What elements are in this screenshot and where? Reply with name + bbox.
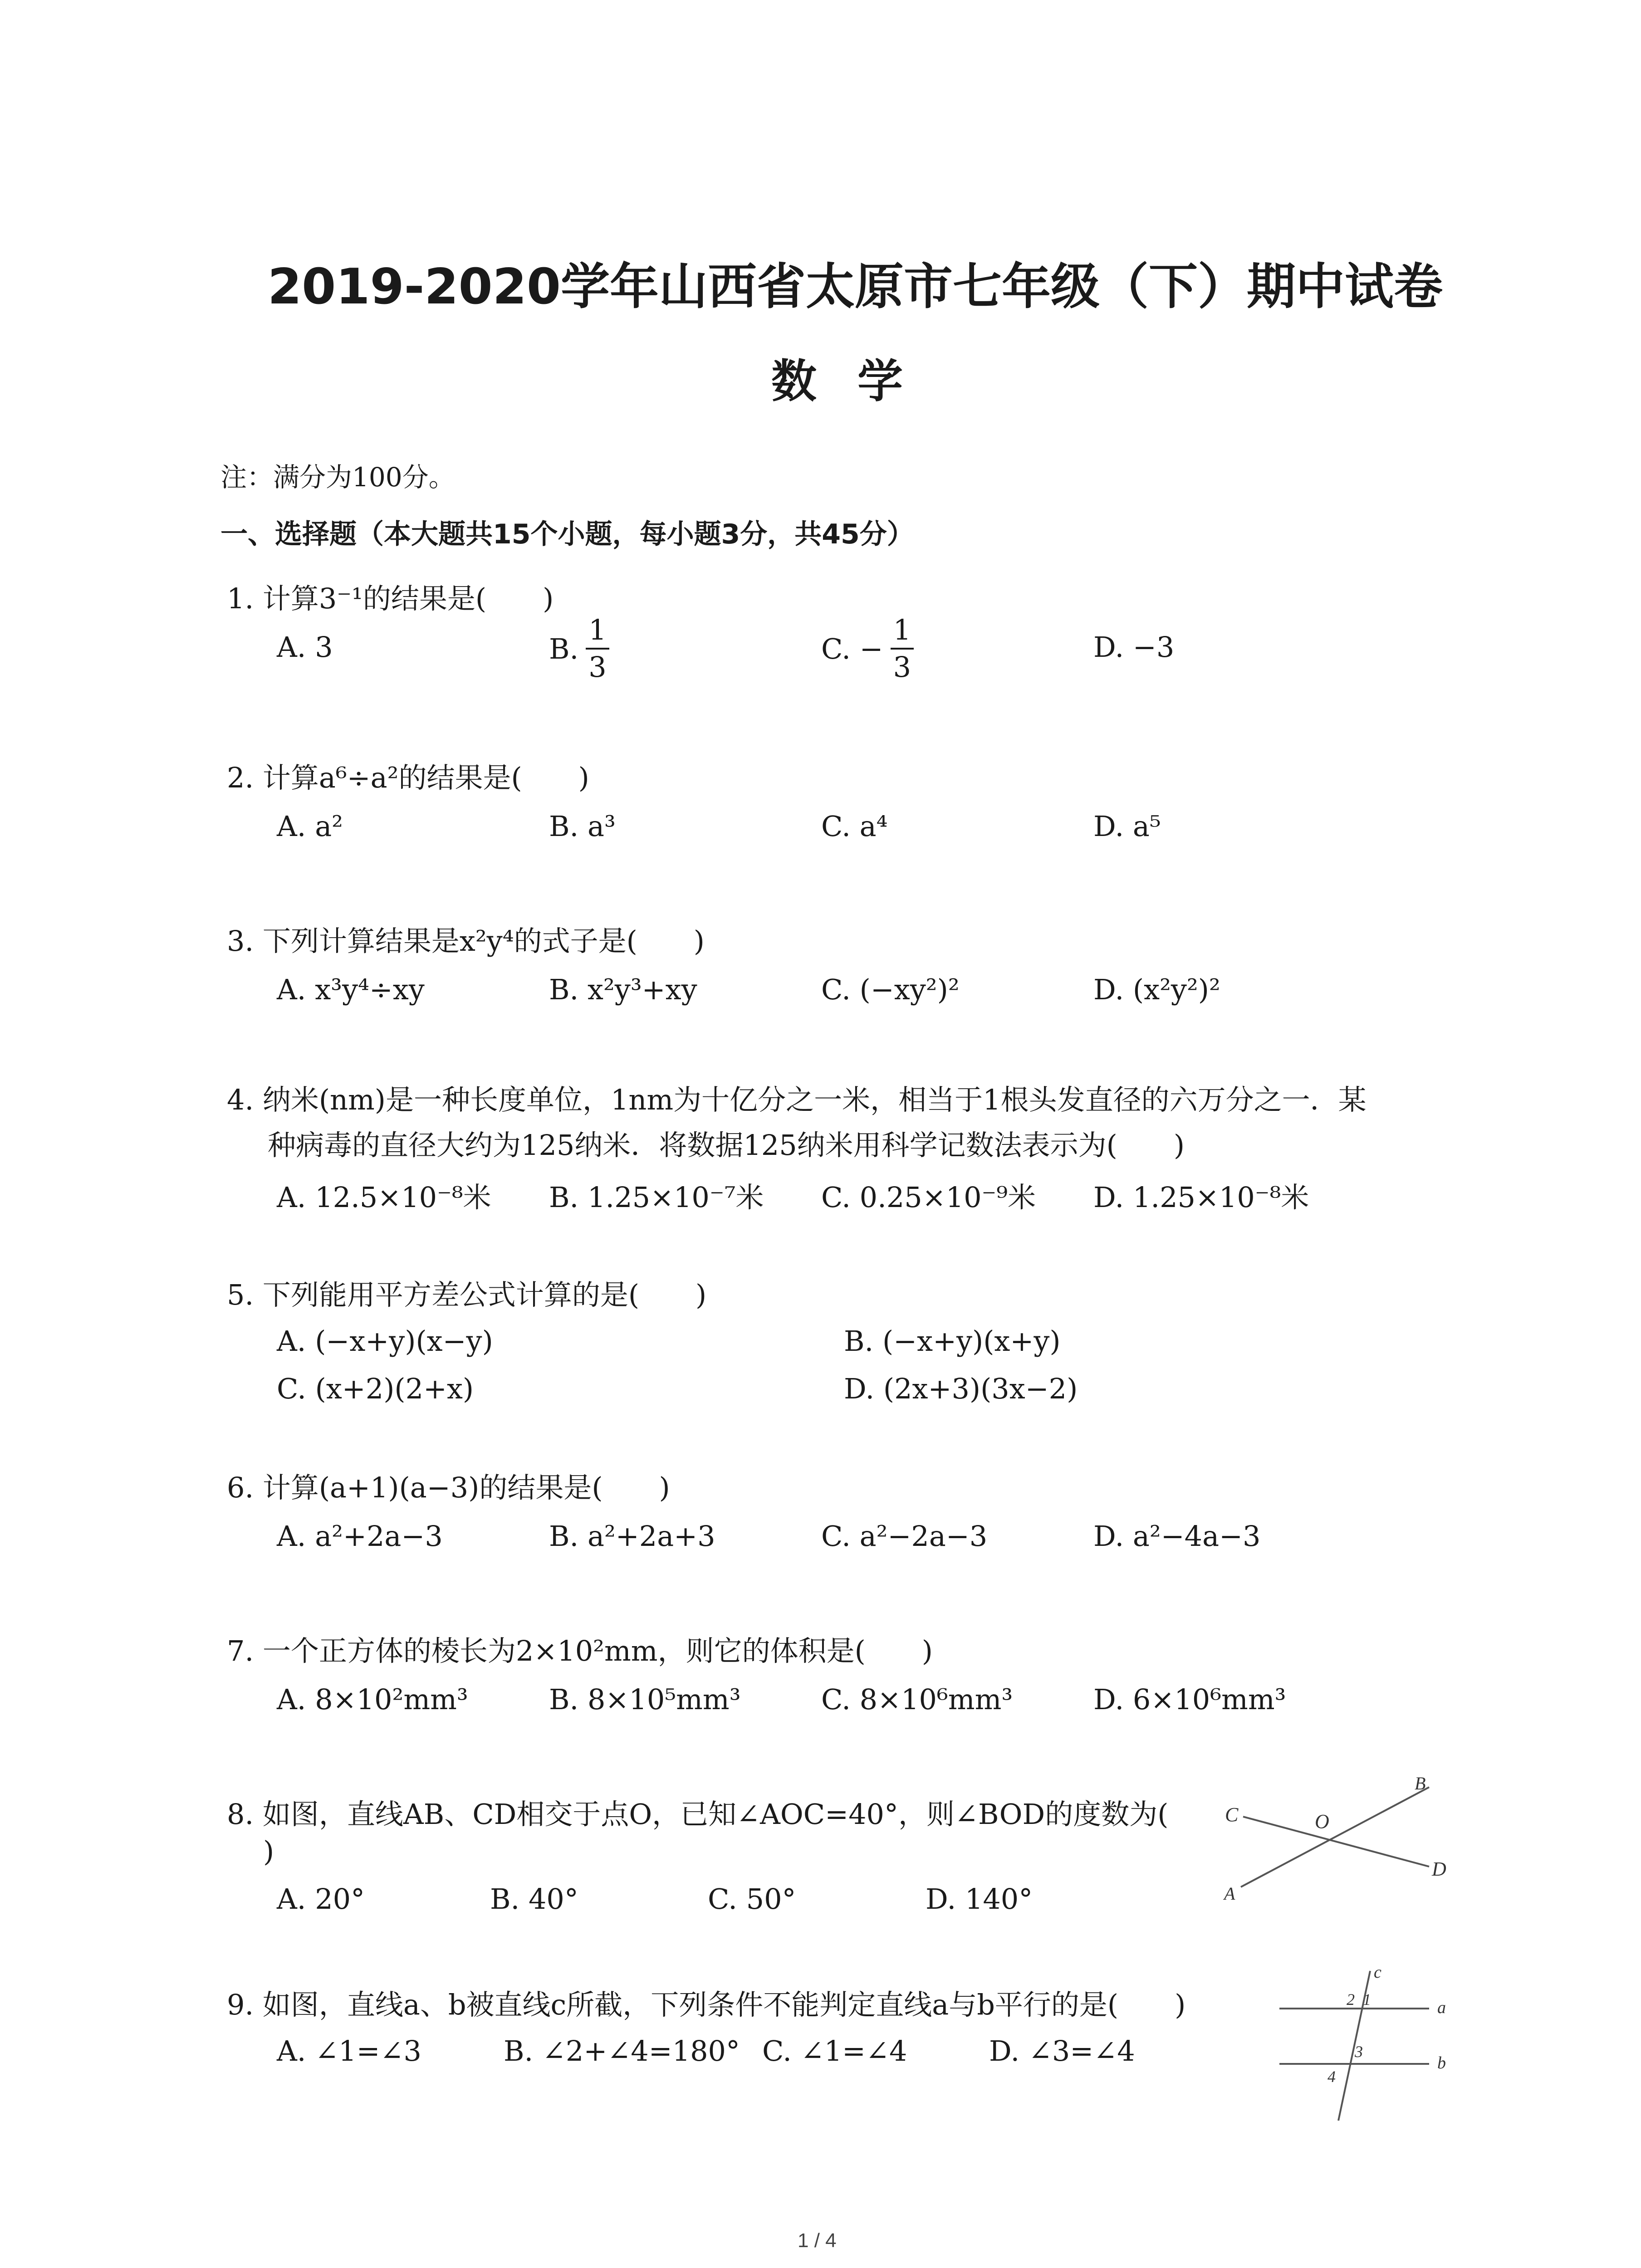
question-2-option-d: D. a⁵ <box>1093 810 1161 843</box>
question-8-option-a: A. 20° <box>277 1882 365 1916</box>
question-7-option-c: C. 8×10⁶mm³ <box>821 1683 1013 1716</box>
figure-transversal <box>1270 1960 1470 2127</box>
question-3-stem: 3. 下列计算结果是x²y⁴的式子是( ) <box>227 924 705 958</box>
question-9-option-b: B. ∠2+∠4=180° <box>504 2034 740 2068</box>
question-5-option-a: A. (−x+y)(x−y) <box>277 1325 493 1358</box>
question-4-option-c: C. 0.25×10⁻⁹米 <box>821 1181 1036 1214</box>
label-a: A <box>1224 1883 1235 1904</box>
question-5-option-d: D. (2x+3)(3x−2) <box>844 1372 1078 1405</box>
question-6-option-c: C. a²−2a−3 <box>821 1520 988 1553</box>
question-3-option-a: A. x³y⁴÷xy <box>277 973 425 1006</box>
question-9-option-c: C. ∠1=∠4 <box>762 2034 907 2068</box>
page-number: 1 / 4 <box>798 2229 837 2252</box>
question-1-option-b <box>549 608 609 689</box>
label-angle-2: 2 <box>1347 1990 1355 2009</box>
label-angle-4: 4 <box>1327 2068 1336 2086</box>
question-1-option-d: D. −3 <box>1093 631 1175 664</box>
question-5-stem: 5. 下列能用平方差公式计算的是( ) <box>227 1278 707 1311</box>
question-9-option-a: A. ∠1=∠3 <box>277 2034 421 2068</box>
line-ab <box>1241 1787 1429 1887</box>
score-note: 注：满分为100分。 <box>220 462 455 493</box>
question-3-option-b: B. x²y³+xy <box>549 973 697 1006</box>
label-a: a <box>1437 1998 1446 2017</box>
question-2-option-b: B. a³ <box>549 810 616 843</box>
question-6-option-b: B. a²+2a+3 <box>549 1520 715 1553</box>
label-b: b <box>1437 2053 1446 2072</box>
question-7-stem: 7. 一个正方体的棱长为2×10²mm，则它的体积是( ) <box>227 1634 933 1667</box>
question-8-option-b: B. 40° <box>490 1882 578 1916</box>
subject-heading: 数学 <box>771 355 944 408</box>
question-2-stem: 2. 计算a⁶÷a²的结果是( ) <box>227 761 589 794</box>
question-9-stem: 9. 如图，直线a、b被直线c所截，下列条件不能判定直线a与b平行的是( ) <box>227 1988 1186 2021</box>
question-1-option-a: A. 3 <box>277 631 333 664</box>
question-8-stem-line-2: ) <box>263 1835 274 1868</box>
line-cd <box>1243 1817 1429 1867</box>
fraction-denominator: 3 <box>893 650 911 684</box>
question-8-stem-line-1: 8. 如图，直线AB、CD相交于点O，已知∠AOC=40°，则∠BOD的度数为( <box>227 1798 1169 1831</box>
label-o: O <box>1315 1810 1329 1833</box>
question-6-option-a: A. a²+2a−3 <box>277 1520 443 1553</box>
question-4-option-d: D. 1.25×10⁻⁸米 <box>1093 1181 1309 1214</box>
question-6-option-d: D. a²−4a−3 <box>1093 1520 1261 1553</box>
fraction-numerator: 1 <box>586 616 609 650</box>
question-5-option-b: B. (−x+y)(x+y) <box>844 1325 1061 1358</box>
fraction-one-third <box>586 613 609 684</box>
question-8-option-d: D. 140° <box>926 1882 1033 1916</box>
fraction-one-third-negative <box>891 613 914 684</box>
question-5-option-c: C. (x+2)(2+x) <box>277 1372 474 1405</box>
question-7-option-a: A. 8×10²mm³ <box>277 1683 468 1716</box>
option-b-letter: B. <box>549 632 579 665</box>
exam-title: 2019-2020学年山西省太原市七年级（下）期中试卷 <box>268 259 1443 315</box>
option-c-letter: C. − <box>821 632 883 665</box>
label-c: C <box>1225 1804 1239 1826</box>
question-1-stem: 1. 计算3⁻¹的结果是( ) <box>227 582 554 615</box>
question-3-option-c: C. (−xy²)² <box>821 973 960 1006</box>
question-4-option-b: B. 1.25×10⁻⁷米 <box>549 1181 764 1214</box>
label-b: B <box>1415 1773 1426 1794</box>
label-angle-1: 1 <box>1363 1990 1371 2009</box>
section-heading: 一、选择题（本大题共15个小题，每小题3分，共45分） <box>220 518 914 550</box>
label-d: D <box>1432 1858 1446 1880</box>
question-2-option-c: C. a⁴ <box>821 810 888 843</box>
label-c: c <box>1374 1963 1381 1982</box>
fraction-numerator: 1 <box>891 616 914 650</box>
question-4-stem-line-1: 4. 纳米(nm)是一种长度单位，1nm为十亿分之一米，相当于1根头发直径的六万分之一．某 <box>227 1083 1367 1116</box>
question-8-option-c: C. 50° <box>708 1882 796 1916</box>
question-6-stem: 6. 计算(a+1)(a−3)的结果是( ) <box>227 1471 670 1504</box>
question-9-option-d: D. ∠3=∠4 <box>989 2034 1135 2068</box>
question-2-option-a: A. a² <box>277 810 343 843</box>
question-3-option-d: D. (x²y²)² <box>1093 973 1220 1006</box>
question-4-stem-line-2: 种病毒的直径大约为125纳米．将数据125纳米用科学记数法表示为( ) <box>268 1129 1185 1162</box>
figure-intersecting-lines <box>1216 1769 1470 1905</box>
question-1-option-c <box>821 608 914 689</box>
question-7-option-b: B. 8×10⁵mm³ <box>549 1683 741 1716</box>
label-angle-3: 3 <box>1355 2043 1363 2061</box>
question-7-option-d: D. 6×10⁶mm³ <box>1093 1683 1286 1716</box>
fraction-denominator: 3 <box>588 650 607 684</box>
question-4-option-a: A. 12.5×10⁻⁸米 <box>277 1181 491 1214</box>
